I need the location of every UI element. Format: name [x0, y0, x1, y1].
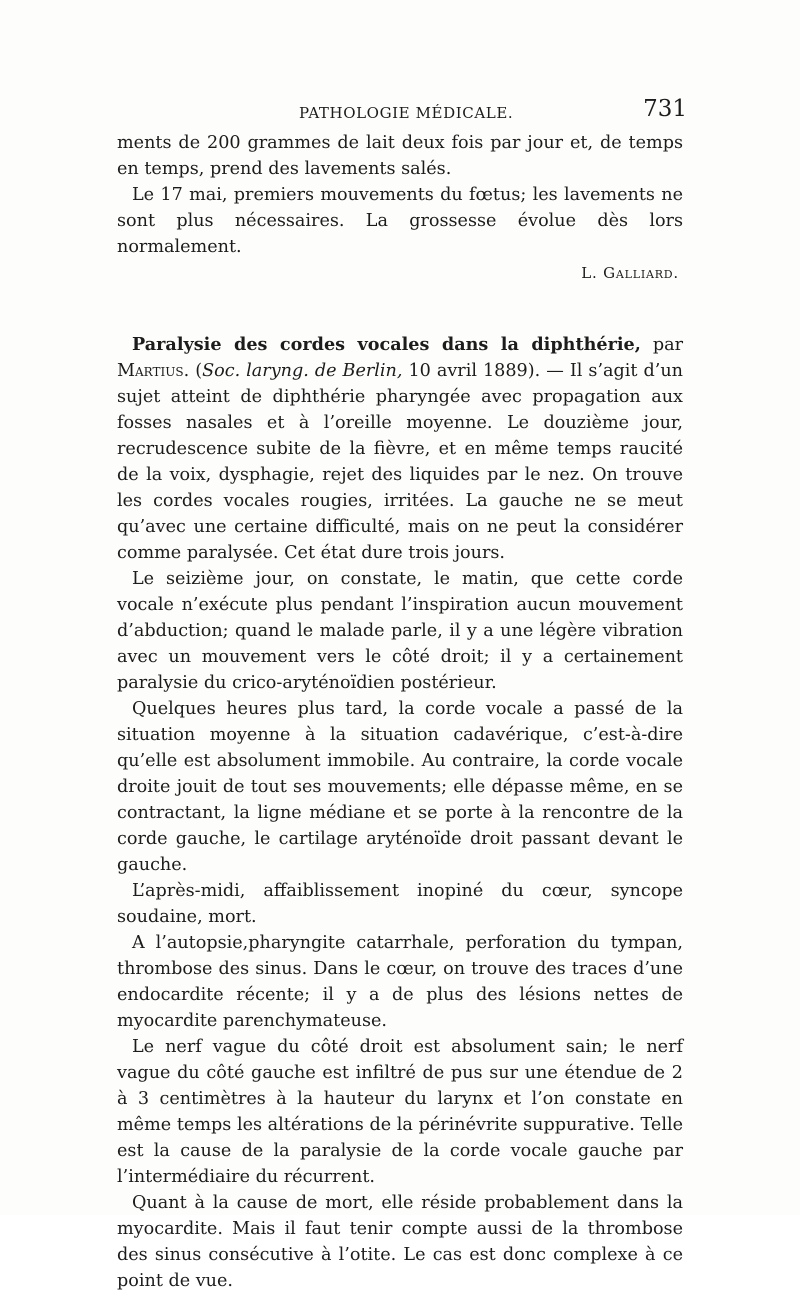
paragraph-vagus-nerve: Le nerf vague du côté droit est absolument sain; le nerf vague du côté gauche est infiltré de pus sur une étendue de 2 à 3 centimètres à la hauteur du larynx et l’on constate en même temps les altérations de la périnévrite suppurative. Telle est la cause de la paralysie de la corde vocale gauche par l’intermédiaire du récurrent. [117, 1037, 683, 1187]
source-open: ( [195, 361, 203, 381]
running-title: PATHOLOGIE MÉDICALE. [299, 104, 514, 122]
article-author-end: . [183, 361, 190, 381]
article-source: Soc. laryng. de Berlin, [202, 361, 403, 381]
article-author: Martius [117, 361, 184, 381]
paragraph-sixteenth-day: Le seizième jour, on constate, le matin, que cette corde vocale n’exécute plus pendant l’inspiration aucun mouvement d’abduction; quand le malade parle, il y a une légère vibration avec un mouvement vers le côté droit; il y a certainement paralysie du crico-aryténoïdien postérieur. [117, 569, 683, 693]
article-lead-paragraph [117, 332, 683, 566]
author-signature [117, 260, 683, 286]
page-number: 731 [643, 96, 687, 122]
body-text [117, 130, 683, 1294]
paragraph-autopsy: A l’autopsie,pharyngite catarrhale, perforation du tympan, thrombose des sinus. Dans le cœur, on trouve des traces d’une endocardite récente; il y a de plus des lésions nettes de myocardite parenchymateuse. [117, 933, 683, 1031]
article-title: Paralysie des cordes vocales dans la diphthérie, [132, 334, 641, 355]
continuation-paragraph: ments de 200 grammes de lait deux fois par jour et, de temps en temps, prend des lavements salés. [117, 133, 683, 179]
paragraph-cause-of-death: Quant à la cause de mort, elle réside probablement dans la myocardite. Mais il faut tenir compte aussi de la thrombose des sinus consécutive à l’otite. Le cas est donc complexe à ce point de vue. [117, 1193, 683, 1291]
paragraph-fetal-movements: Le 17 mai, premiers mouvements du fœtus; les lavements ne sont plus nécessaires. La grossesse évolue dès lors normalement. [117, 185, 683, 257]
paragraph-afternoon: L’après-midi, affaiblissement inopiné du cœur, syncope soudaine, mort. [117, 881, 683, 927]
paragraph-hours-later: Quelques heures plus tard, la corde vocale a passé de la situation moyenne à la situation cadavérique, c’est-à-dire qu’elle est absolument immobile. Au contraire, la corde vocale droite jouit de tout ses mouvements; elle dépasse même, en se contractant, la ligne médiane et se porte à la rencontre de la corde gauche, le cartilage aryténoïde droit passant devant le gauche. [117, 699, 683, 875]
article-lead-text: 10 avril 1889). — Il s’agit d’un sujet atteint de diphthérie pharyngée avec propagation aux fosses nasales et à l’oreille moyenne. Le douzième jour, recrudescence subite de la fièvre, et en même temps raucité de la voix, dysphagie, rejet des liquides par le nez. On trouve les cordes vocales rougies, irritées. La gauche ne se meut qu’avec une certaine difficulté, mais on ne peut la considérer comme paralysée. Cet état dure trois jours. [117, 361, 684, 563]
section-gap [117, 286, 683, 332]
signature-text: L. Galliard. [581, 264, 679, 282]
article-by: par [640, 335, 683, 355]
page-header [117, 96, 687, 126]
